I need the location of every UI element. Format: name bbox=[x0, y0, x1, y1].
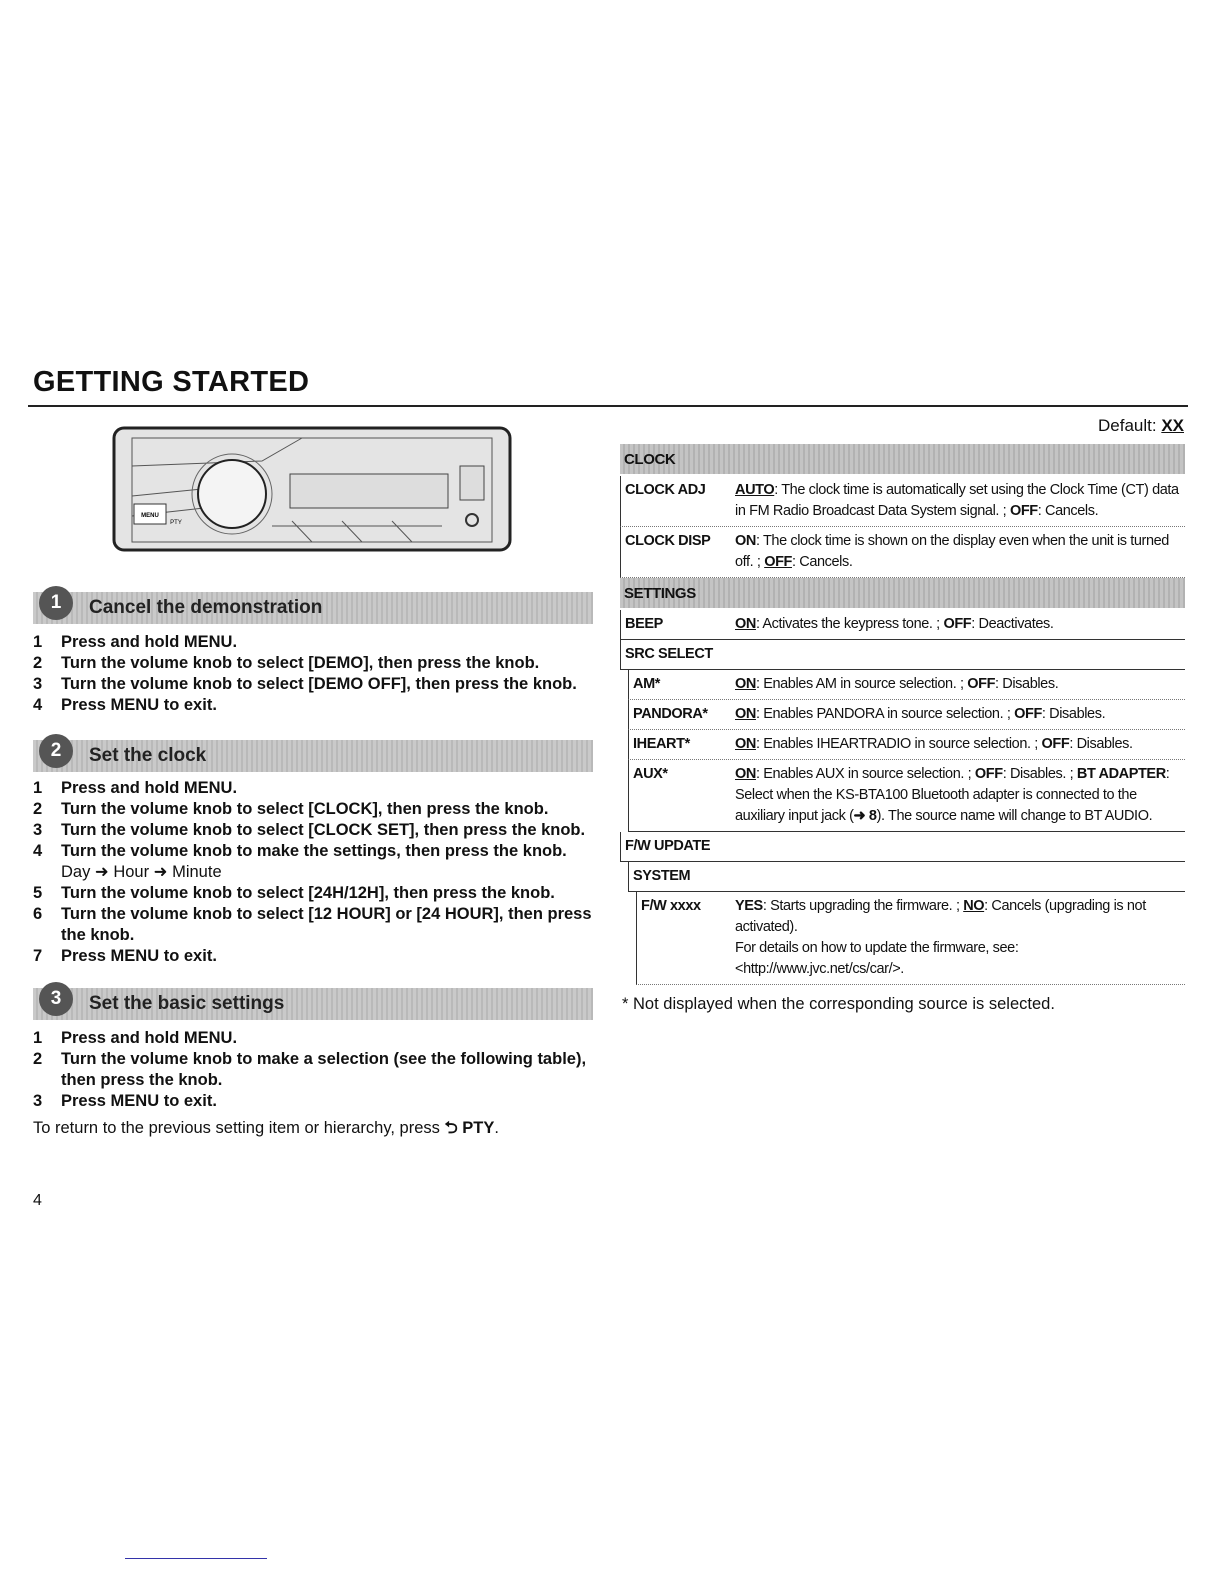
title-rule bbox=[28, 405, 1188, 407]
table-row bbox=[620, 640, 1185, 670]
step-text bbox=[61, 841, 567, 862]
option-value: ON bbox=[735, 706, 756, 722]
step-text-segment: Turn the volume knob to select [24H/12H], then press the knob. bbox=[61, 884, 555, 902]
step-substep: Day ➜ Hour ➜ Minute bbox=[61, 863, 222, 881]
setting-name: AUX* bbox=[633, 766, 668, 782]
setting-name: BEEP bbox=[625, 616, 663, 632]
step-number: 2 bbox=[33, 1050, 43, 1068]
return-note bbox=[33, 1116, 499, 1144]
step-item bbox=[33, 799, 603, 820]
step-item bbox=[33, 1049, 603, 1091]
description-text: : Enables IHEARTRADIO in source selection. ; bbox=[755, 736, 1042, 752]
description-text: : Cancels (upgrading is not activated). bbox=[735, 898, 1146, 935]
option-value: ON bbox=[735, 676, 756, 692]
setting-description bbox=[735, 866, 1185, 887]
option-value: YES bbox=[735, 898, 763, 914]
step-text-segment: Turn the volume knob to make the settings, then press the knob. bbox=[61, 842, 567, 860]
setting-name: F/W UPDATE bbox=[625, 838, 711, 854]
menu-key: MENU bbox=[110, 696, 160, 714]
table-row bbox=[620, 832, 1185, 862]
step-item bbox=[33, 1028, 603, 1049]
step-item bbox=[33, 883, 603, 904]
step-item bbox=[33, 841, 603, 883]
table-row bbox=[628, 862, 1185, 892]
step-item bbox=[33, 1091, 603, 1112]
step-item bbox=[33, 653, 603, 674]
step-list bbox=[33, 778, 603, 967]
default-value: XX bbox=[1161, 416, 1184, 435]
step-number: 2 bbox=[33, 654, 43, 672]
step-body bbox=[61, 1049, 603, 1091]
step-text bbox=[61, 778, 237, 799]
setting-name: F/W xxxx bbox=[641, 898, 701, 914]
step-text-segment: Turn the volume knob to make a selection (see the following table), then press the knob. bbox=[61, 1050, 587, 1089]
option-value: ON bbox=[735, 533, 756, 549]
step-number: 6 bbox=[33, 905, 43, 923]
step-body bbox=[61, 820, 585, 841]
step-body bbox=[61, 904, 603, 946]
step-text-segment: Press and hold bbox=[61, 633, 184, 651]
step-number: 1 bbox=[33, 633, 43, 651]
page-title: GETTING STARTED bbox=[33, 366, 310, 398]
step-item bbox=[33, 674, 603, 695]
step-number: 7 bbox=[33, 947, 43, 965]
setting-description bbox=[735, 674, 1185, 695]
menu-button-label: MENU bbox=[141, 513, 159, 519]
section-number-badge: 3 bbox=[39, 982, 73, 1016]
step-text bbox=[61, 820, 585, 841]
description-text: : Disables. ; bbox=[1002, 766, 1077, 782]
step-text bbox=[61, 674, 577, 695]
description-text: : The clock time is shown on the display even when the unit is turned off. ; bbox=[735, 533, 1169, 570]
setting-description bbox=[735, 896, 1185, 980]
setting-name: CLOCK ADJ bbox=[625, 482, 706, 498]
setting-name: PANDORA* bbox=[633, 706, 708, 722]
option-value: OFF bbox=[1014, 706, 1042, 722]
step-text bbox=[61, 653, 539, 674]
step-item bbox=[33, 695, 603, 716]
step-body bbox=[61, 799, 548, 820]
step-text-segment: Turn the volume knob to select [DEMO], then press the knob. bbox=[61, 654, 540, 672]
step-number: 3 bbox=[33, 821, 43, 839]
table-row bbox=[620, 476, 1185, 527]
step-text-segment: Turn the volume knob to select [DEMO OFF], then press the knob. bbox=[61, 675, 577, 693]
step-body bbox=[61, 695, 217, 716]
description-text: : Deactivates. bbox=[971, 616, 1054, 632]
step-text-segment: Press and hold bbox=[61, 779, 184, 797]
step-item bbox=[33, 904, 603, 946]
table-section-header: CLOCK bbox=[620, 444, 1185, 474]
option-value: OFF bbox=[1041, 736, 1070, 752]
section-number-badge: 1 bbox=[39, 586, 73, 620]
step-number: 3 bbox=[33, 1092, 43, 1110]
return-note-end: . bbox=[494, 1119, 499, 1137]
setting-description bbox=[735, 531, 1185, 573]
setting-name: CLOCK DISP bbox=[625, 533, 711, 549]
step-text-segment: Press bbox=[61, 696, 111, 714]
description-text: For details on how to update the firmware, see: <http://www.jvc.net/cs/car/>. bbox=[735, 940, 1019, 977]
step-text-segment: . bbox=[232, 633, 238, 651]
step-text bbox=[61, 695, 217, 716]
step-number: 1 bbox=[33, 779, 43, 797]
step-text-segment: Turn the volume knob to select [CLOCK], then press the knob. bbox=[61, 800, 549, 818]
setting-description bbox=[735, 644, 1185, 665]
step-body bbox=[61, 1091, 217, 1112]
step-body bbox=[61, 632, 237, 653]
pty-button-label: PTY bbox=[170, 520, 182, 526]
section-header-3 bbox=[33, 988, 593, 1020]
step-text-segment: Press and hold bbox=[61, 1029, 184, 1047]
step-text-segment: Turn the volume knob to select [12 HOUR] or [24 HOUR], then press the knob. bbox=[61, 905, 592, 944]
step-text bbox=[61, 1049, 603, 1091]
step-body bbox=[61, 674, 577, 695]
section-title: Set the basic settings bbox=[89, 993, 285, 1014]
menu-key: MENU bbox=[183, 1029, 233, 1047]
description-text: : Enables AM in source selection. ; bbox=[755, 676, 968, 692]
car-stereo-illustration bbox=[112, 426, 512, 552]
step-text bbox=[61, 883, 555, 904]
step-text bbox=[61, 799, 548, 820]
step-body bbox=[61, 778, 237, 799]
setting-description bbox=[735, 734, 1185, 755]
step-item bbox=[33, 778, 603, 799]
default-note bbox=[1098, 416, 1184, 436]
step-text bbox=[61, 1091, 217, 1112]
back-arrow-icon: ⮌ bbox=[444, 1119, 458, 1137]
option-value: OFF bbox=[974, 766, 1003, 782]
step-body bbox=[61, 1028, 237, 1049]
menu-key: MENU bbox=[110, 1092, 160, 1110]
setting-name: AM* bbox=[633, 676, 660, 692]
step-number: 5 bbox=[33, 884, 43, 902]
description-text: : Activates the keypress tone. ; bbox=[755, 616, 944, 632]
step-text-segment: Press bbox=[61, 1092, 111, 1110]
option-value: OFF bbox=[967, 676, 996, 692]
default-label: Default: bbox=[1098, 416, 1162, 435]
description-text: ). The source name will change to BT AUDIO. bbox=[876, 808, 1153, 824]
description-text: : Select when the KS-BTA100 Bluetooth adapter is connected to the auxiliary input jack ( bbox=[735, 766, 1170, 824]
option-value: BT ADAPTER bbox=[1076, 766, 1166, 782]
menu-key: MENU bbox=[183, 633, 233, 651]
option-value: ON bbox=[735, 616, 756, 632]
step-number: 4 bbox=[33, 696, 43, 714]
table-row bbox=[628, 760, 1185, 832]
setting-description bbox=[735, 764, 1185, 827]
description-text: : Disables. bbox=[995, 676, 1059, 692]
footnote: * Not displayed when the corresponding source is selected. bbox=[622, 995, 1055, 1013]
step-body bbox=[61, 946, 217, 967]
setting-name: IHEART* bbox=[633, 736, 690, 752]
step-text bbox=[61, 632, 237, 653]
step-number: 4 bbox=[33, 842, 43, 860]
step-text-segment: to exit. bbox=[159, 947, 217, 965]
step-item bbox=[33, 946, 603, 967]
step-text bbox=[61, 1028, 237, 1049]
step-list bbox=[33, 632, 603, 716]
step-number: 2 bbox=[33, 800, 43, 818]
option-value: ON bbox=[735, 766, 756, 782]
step-item bbox=[33, 820, 603, 841]
table-row bbox=[636, 892, 1185, 985]
option-value: OFF bbox=[764, 554, 792, 570]
description-text: : Disables. bbox=[1041, 706, 1106, 722]
pty-key: PTY bbox=[462, 1119, 495, 1137]
section-header-2 bbox=[33, 740, 593, 772]
section-number-badge: 2 bbox=[39, 734, 73, 768]
step-number: 3 bbox=[33, 675, 43, 693]
description-text: : Cancels. bbox=[1037, 503, 1099, 519]
setting-description bbox=[735, 614, 1185, 635]
setting-name: SYSTEM bbox=[633, 868, 691, 884]
menu-key: MENU bbox=[110, 947, 160, 965]
option-value: OFF bbox=[943, 616, 972, 632]
table-row bbox=[620, 527, 1185, 578]
setting-name: SRC SELECT bbox=[625, 646, 713, 662]
option-value: ON bbox=[735, 736, 756, 752]
step-text-segment: Turn the volume knob to select [CLOCK SET], then press the knob. bbox=[61, 821, 586, 839]
section-title: Cancel the demonstration bbox=[89, 597, 323, 618]
setting-description bbox=[735, 480, 1185, 522]
step-body bbox=[61, 841, 567, 883]
setting-description bbox=[735, 704, 1185, 725]
settings-table bbox=[620, 444, 1185, 985]
underline-mark bbox=[125, 1558, 267, 1559]
step-text bbox=[61, 946, 217, 967]
step-text-segment: Press bbox=[61, 947, 111, 965]
step-item bbox=[33, 632, 603, 653]
table-row bbox=[628, 700, 1185, 730]
step-body bbox=[61, 883, 555, 904]
return-note-text: To return to the previous setting item or hierarchy, press bbox=[33, 1119, 445, 1137]
step-list bbox=[33, 1028, 603, 1112]
step-text bbox=[61, 904, 603, 946]
table-row bbox=[628, 730, 1185, 760]
description-text: : The clock time is automatically set using the Clock Time (CT) data in FM Radio Broadcast Data System signal. ; bbox=[735, 482, 1179, 519]
section-title: Set the clock bbox=[89, 745, 207, 766]
description-text: : Cancels. bbox=[791, 554, 853, 570]
table-section-header: SETTINGS bbox=[620, 578, 1185, 608]
step-text-segment: . bbox=[232, 779, 238, 797]
description-text: : Disables. bbox=[1069, 736, 1133, 752]
option-value: AUTO bbox=[735, 482, 775, 498]
description-text: : Enables AUX in source selection. ; bbox=[755, 766, 975, 782]
step-number: 1 bbox=[33, 1029, 43, 1047]
table-row bbox=[620, 610, 1185, 640]
step-body bbox=[61, 653, 539, 674]
step-text-segment: to exit. bbox=[159, 1092, 217, 1110]
description-text: : Starts upgrading the firmware. ; bbox=[762, 898, 964, 914]
option-value: OFF bbox=[1009, 503, 1038, 519]
section-header-1 bbox=[33, 592, 593, 624]
option-value: NO bbox=[963, 898, 985, 914]
step-text-segment: to exit. bbox=[159, 696, 217, 714]
option-value: ➜ 8 bbox=[853, 808, 877, 824]
menu-key: MENU bbox=[183, 779, 233, 797]
step-text-segment: . bbox=[232, 1029, 238, 1047]
setting-description bbox=[735, 836, 1185, 857]
page-number: 4 bbox=[33, 1192, 42, 1209]
table-row bbox=[628, 670, 1185, 700]
description-text: : Enables PANDORA in source selection. ; bbox=[755, 706, 1015, 722]
